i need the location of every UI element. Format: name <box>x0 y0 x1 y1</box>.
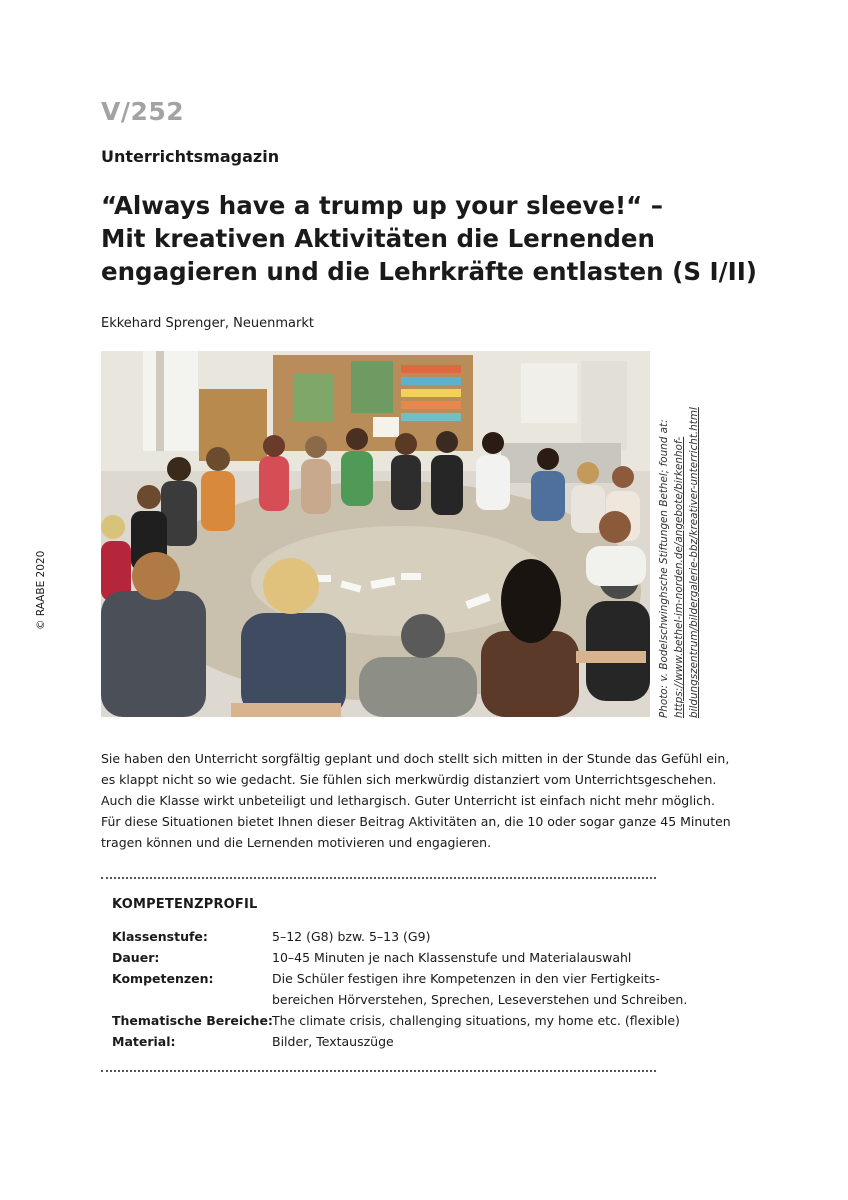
profile-value: The climate crisis, challenging situations, my home etc. (flexible) <box>272 1013 680 1028</box>
profile-value: 5–12 (G8) bzw. 5–13 (G9) <box>272 929 431 944</box>
profile-label: Thematische Bereiche: <box>112 1013 273 1028</box>
photo-credit <box>657 352 702 718</box>
profile-heading: KOMPETENZPROFIL <box>112 897 258 912</box>
intro-line: tragen können und die Lernenden motivieren und engagieren. <box>101 835 492 850</box>
title-line: “Always have a trump up your sleeve!“ – <box>101 191 664 220</box>
photo-credit-text: Photo: v. Bodelschwinghsche Stiftungen Bethel; found at: <box>658 419 670 718</box>
intro-paragraph <box>101 748 731 853</box>
intro-line: Auch die Klasse wirkt unbeteiligt und lethargisch. Guter Unterricht ist einfach nicht mehr möglich. <box>101 793 715 808</box>
photo-source-link[interactable]: https://www.bethel-im-norden.de/angebote/birkenhof- <box>673 436 685 718</box>
intro-line: Sie haben den Unterricht sorgfältig geplant und doch stellt sich mitten in der Stunde das Gefühl ein, <box>101 751 730 766</box>
dotted-divider <box>101 1070 656 1072</box>
profile-label: Dauer: <box>112 950 160 965</box>
title-line: engagieren und die Lehrkräfte entlasten (S I/II) <box>101 257 758 286</box>
article-title <box>101 189 758 288</box>
intro-line: Für diese Situationen bietet Ihnen dieser Beitrag Aktivitäten an, die 10 oder sogar ganze 45 Minuten <box>101 814 731 829</box>
classroom-photo <box>101 351 650 717</box>
profile-label: Material: <box>112 1034 176 1049</box>
intro-line: es klappt nicht so wie gedacht. Sie fühlen sich merkwürdig distanziert vom Unterrichtsgeschehen. <box>101 772 717 787</box>
profile-value: 10–45 Minuten je nach Klassenstufe und Materialauswahl <box>272 950 632 965</box>
author-line: Ekkehard Sprenger, Neuenmarkt <box>101 316 314 331</box>
photo-source-link[interactable]: bildungszentrum/bildergalerie-bbz/kreativer-unterricht.html <box>688 407 700 718</box>
magazine-name: Unterrichtsmagazin <box>101 147 280 166</box>
profile-value: Die Schüler festigen ihre Kompetenzen in den vier Fertigkeits- bereichen Hörverstehen, Sprechen, Leseverstehen und Schreiben. <box>272 971 688 1007</box>
issue-number: V/252 <box>101 97 185 126</box>
profile-label: Kompetenzen: <box>112 971 214 986</box>
copyright-notice: © RAABE 2020 <box>35 550 47 630</box>
dotted-divider <box>101 877 656 879</box>
title-line: Mit kreativen Aktivitäten die Lernenden <box>101 224 655 253</box>
profile-value: Bilder, Textauszüge <box>272 1034 394 1049</box>
profile-label: Klassenstufe: <box>112 929 208 944</box>
classroom-photo-illustration <box>101 351 650 717</box>
